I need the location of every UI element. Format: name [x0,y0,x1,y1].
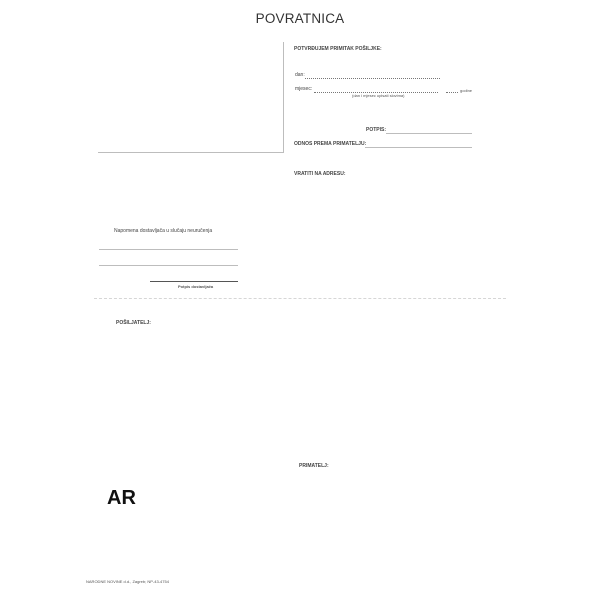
day-label: dan: [295,72,305,78]
year-suffix: godine [460,88,473,93]
month-label: mjesec: [295,86,313,92]
return-address-label: VRATITI NA ADRESU: [294,171,346,177]
sender-label: POŠILJATELJ: [116,320,151,326]
delivery-note-line-2[interactable] [99,265,238,266]
courier-signature-line[interactable] [150,281,238,282]
relation-label: ODNOS PREMA PRIMATELJU: [294,141,367,147]
top-section-divider [98,152,284,153]
confirmation-heading: POTVRĐUJEM PRIMITAK POŠILJKE: [294,46,382,52]
recipient-label: PRIMATELJ: [299,463,329,469]
fold-line [94,298,506,299]
form-title: POVRATNICA [255,11,345,26]
courier-signature-caption: Potpis dostavljača [178,284,214,289]
top-vertical-divider [283,42,284,152]
delivery-note-label: Napomena dostavljača u slučaju neuručenja [114,228,213,234]
year-field[interactable] [446,92,458,93]
day-field[interactable] [305,78,440,79]
delivery-note-line-1[interactable] [99,249,238,250]
signature-field[interactable] [386,133,472,134]
date-hint: (dan i mjesec upisati slovima) [352,93,405,98]
ar-mark: AR [107,487,136,509]
publisher-footer: NARODNE NOVINE d.d., Zagreb; NP-43-4754 [86,579,169,584]
signature-label: POTPIS: [366,127,387,133]
relation-field[interactable] [365,147,472,148]
